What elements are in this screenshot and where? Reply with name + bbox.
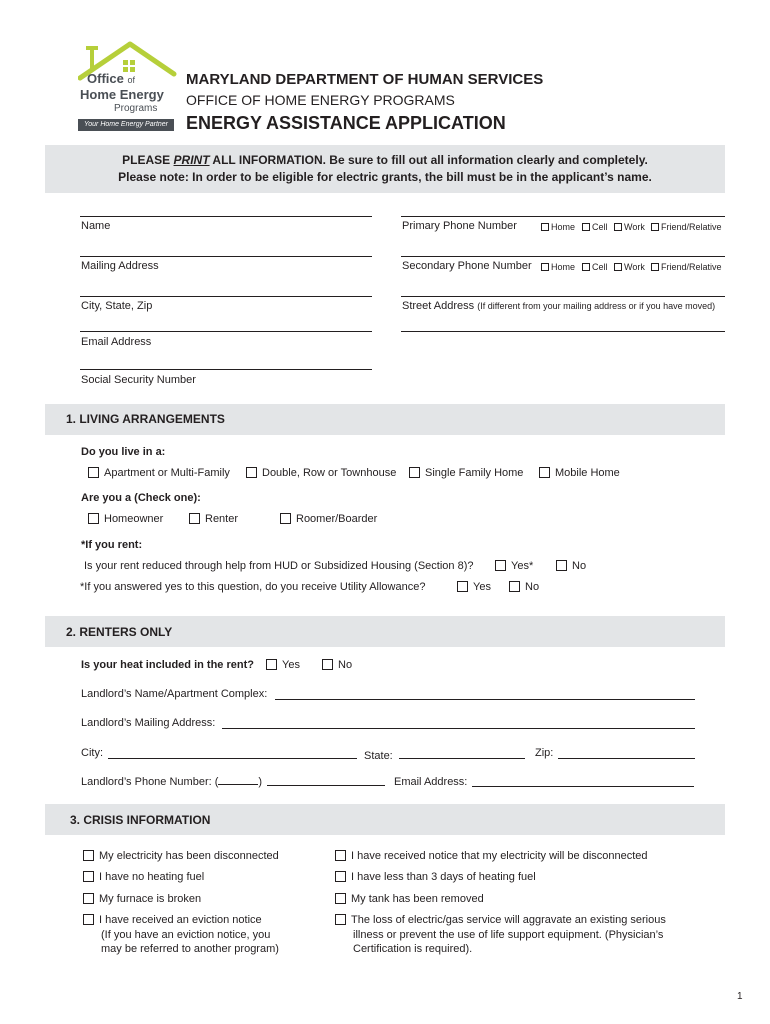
checkbox[interactable] [509, 581, 520, 592]
page-title: ENERGY ASSISTANCE APPLICATION [186, 113, 506, 133]
logo [78, 40, 180, 132]
primary-phone-field[interactable] [401, 216, 725, 217]
checkbox[interactable] [614, 223, 622, 231]
tenure-roomer[interactable]: Roomer/Boarder [280, 513, 377, 525]
primary-phone-cell[interactable]: Cell [582, 222, 608, 232]
hud-question: Is your rent reduced through help from HUD or Subsidized Housing (Section 8)? [84, 560, 474, 572]
secondary-phone-friend[interactable]: Friend/Relative [651, 262, 722, 272]
checkbox[interactable] [495, 560, 506, 571]
if-you-rent: *If you rent: [81, 539, 143, 551]
landlord-name-field[interactable] [275, 699, 695, 700]
checkbox[interactable] [88, 467, 99, 478]
crisis-loss-of-service[interactable]: The loss of electric/gas service will aggravate an existing serious [335, 914, 666, 926]
street-address-field-2[interactable] [401, 331, 725, 332]
agency-name: MARYLAND DEPARTMENT OF HUMAN SERVICES [186, 71, 544, 88]
checkbox[interactable] [335, 893, 346, 904]
city-state-zip-label: City, State, Zip [81, 300, 153, 312]
checkbox[interactable] [335, 850, 346, 861]
checkbox[interactable] [539, 467, 550, 478]
checkbox[interactable] [266, 659, 277, 670]
heat-no[interactable]: No [322, 659, 352, 671]
eviction-note-line-1: (If you have an eviction notice, you [101, 929, 271, 941]
landlord-phone-field[interactable] [267, 785, 385, 786]
primary-phone-home[interactable]: Home [541, 222, 575, 232]
heat-yes[interactable]: Yes [266, 659, 300, 671]
landlord-email-label: Email Address: [394, 776, 468, 788]
checkbox[interactable] [335, 914, 346, 925]
crisis-low-heating-fuel[interactable]: I have less than 3 days of heating fuel [335, 871, 536, 883]
mailing-address-field[interactable] [80, 256, 372, 257]
checkbox[interactable] [322, 659, 333, 670]
street-address-label: Street Address (If different from your mailing address or if you have moved) [402, 300, 716, 312]
hud-no[interactable]: No [556, 560, 586, 572]
checkbox[interactable] [651, 223, 659, 231]
dwelling-apartment[interactable]: Apartment or Multi-Family [88, 467, 230, 479]
street-address-field[interactable] [401, 296, 725, 297]
checkbox[interactable] [582, 263, 590, 271]
utility-no[interactable]: No [509, 581, 539, 593]
checkbox[interactable] [246, 467, 257, 478]
checkbox[interactable] [409, 467, 420, 478]
hud-yes[interactable]: Yes* [495, 560, 533, 572]
checkbox[interactable] [83, 850, 94, 861]
office-name: OFFICE OF HOME ENERGY PROGRAMS [186, 92, 455, 108]
checkbox[interactable] [556, 560, 567, 571]
secondary-phone-cell[interactable]: Cell [582, 262, 608, 272]
crisis-no-heating-fuel[interactable]: I have no heating fuel [83, 871, 204, 883]
tenure-homeowner[interactable]: Homeowner [88, 513, 163, 525]
checkbox[interactable] [83, 914, 94, 925]
checkbox[interactable] [541, 223, 549, 231]
logo-home-energy: Home Energy [80, 87, 164, 102]
ssn-field[interactable] [80, 369, 372, 370]
secondary-phone-work[interactable]: Work [614, 262, 645, 272]
crisis-furnace-broken[interactable]: My furnace is broken [83, 893, 201, 905]
checkbox[interactable] [280, 513, 291, 524]
notice-line-1: PLEASE PRINT ALL INFORMATION. Be sure to fill out all information clearly and completely. [122, 153, 648, 167]
checkbox[interactable] [541, 263, 549, 271]
dwelling-townhouse[interactable]: Double, Row or Townhouse [246, 467, 396, 479]
landlord-city-field[interactable] [108, 758, 357, 759]
name-field[interactable] [80, 216, 372, 217]
utility-yes[interactable]: Yes [457, 581, 491, 593]
section-living-title: 1. LIVING ARRANGEMENTS [66, 412, 225, 426]
section-renters-title: 2. RENTERS ONLY [66, 625, 173, 639]
secondary-phone-field[interactable] [401, 256, 725, 257]
area-code-field[interactable] [218, 774, 258, 785]
crisis-eviction-notice[interactable]: I have received an eviction notice [83, 914, 262, 926]
name-label: Name [81, 220, 111, 232]
landlord-zip-label: Zip: [535, 747, 554, 759]
checkbox[interactable] [335, 871, 346, 882]
checkbox[interactable] [83, 893, 94, 904]
landlord-state-field[interactable] [399, 758, 525, 759]
tenure-renter[interactable]: Renter [189, 513, 238, 525]
landlord-name-label: Landlord’s Name/Apartment Complex: [81, 688, 268, 700]
primary-phone-work[interactable]: Work [614, 222, 645, 232]
logo-office: Office [87, 71, 124, 86]
crisis-tank-removed[interactable]: My tank has been removed [335, 893, 484, 905]
checkbox[interactable] [582, 223, 590, 231]
crisis-electricity-disconnected[interactable]: My electricity has been disconnected [83, 850, 279, 862]
checkbox[interactable] [88, 513, 99, 524]
logo-of: of [127, 75, 135, 85]
live-in-question: Do you live in a: [81, 446, 166, 458]
notice-line-2: Please note: In order to be eligible for electric grants, the bill must be in the applicant’s name. [118, 170, 652, 184]
dwelling-mobile-home[interactable]: Mobile Home [539, 467, 620, 479]
landlord-state-label: State: [364, 750, 393, 762]
utility-question: *If you answered yes to this question, do you receive Utility Allowance? [80, 581, 426, 593]
secondary-phone-label: Secondary Phone Number [402, 260, 532, 272]
city-state-zip-field[interactable] [80, 296, 372, 297]
landlord-address-label: Landlord’s Mailing Address: [81, 717, 216, 729]
checkbox[interactable] [457, 581, 468, 592]
crisis-disconnect-notice[interactable]: I have received notice that my electricity will be disconnected [335, 850, 648, 862]
landlord-city-label: City: [81, 747, 103, 759]
email-field[interactable] [80, 331, 372, 332]
loss-note-line-1: illness or prevent the use of life support equipment. (Physician’s [353, 929, 664, 941]
secondary-phone-home[interactable]: Home [541, 262, 575, 272]
primary-phone-friend[interactable]: Friend/Relative [651, 222, 722, 232]
ssn-label: Social Security Number [81, 374, 196, 386]
landlord-address-field[interactable] [222, 728, 695, 729]
landlord-zip-field[interactable] [558, 758, 695, 759]
section-crisis-title: 3. CRISIS INFORMATION [70, 813, 211, 827]
checkbox[interactable] [189, 513, 200, 524]
checkbox[interactable] [651, 263, 659, 271]
are-you-question: Are you a (Check one): [81, 492, 201, 504]
heat-question: Is your heat included in the rent? [81, 659, 254, 671]
mailing-address-label: Mailing Address [81, 260, 159, 272]
dwelling-single-family[interactable]: Single Family Home [409, 467, 523, 479]
landlord-phone-label: Landlord’s Phone Number: ( ) [81, 776, 263, 788]
loss-note-line-2: Certification is required). [353, 943, 473, 955]
primary-phone-label: Primary Phone Number [402, 220, 517, 232]
logo-programs: Programs [114, 103, 158, 114]
landlord-email-field[interactable] [472, 786, 694, 787]
checkbox[interactable] [614, 263, 622, 271]
checkbox[interactable] [83, 871, 94, 882]
eviction-note-line-2: may be referred to another program) [101, 943, 279, 955]
page-number: 1 [737, 991, 743, 1002]
logo-tagline: Your Home Energy Partner [78, 119, 174, 131]
street-address-note: (If different from your mailing address or if you have moved) [477, 301, 716, 311]
email-label: Email Address [81, 336, 152, 348]
